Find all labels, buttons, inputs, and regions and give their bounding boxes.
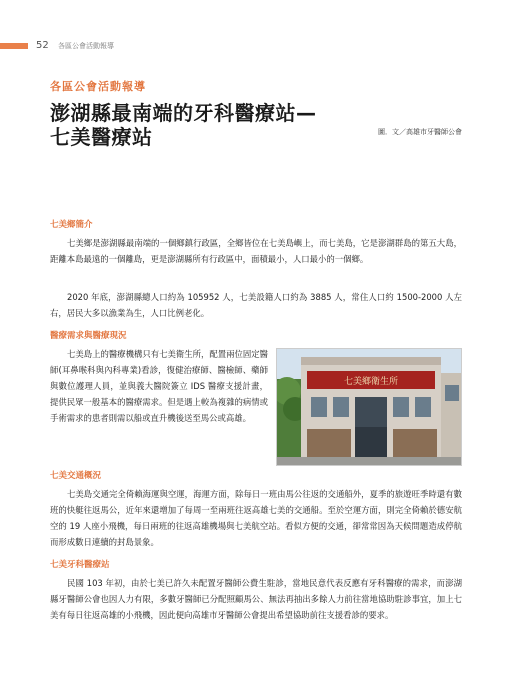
section-heading-transport: 七美交通概況 bbox=[50, 471, 102, 481]
paragraph-town-intro-2: 2020 年底，澎湖縣總人口約為 105952 人，七美設籍人口約為 3885 人，常住人口約 1500-2000 人左右，居民大多以漁業為生，人口比例老化。 bbox=[50, 292, 462, 318]
paragraph-medical: 七美島上的醫療機構只有七美衛生所，配置兩位固定醫師(耳鼻喉科與內科專業)看診，復健治療師、醫檢師、藥師與數位護理人員，並與義大醫院簽立 IDS 醫療支援計畫，提供民眾一般基本的醫療需求。但是遇上較為複雜的病情或手術需求的患者則需以船或直升機後送至馬公或高雄。 bbox=[50, 349, 268, 423]
page-number: 52 bbox=[36, 40, 49, 51]
clinic-photo bbox=[276, 348, 462, 466]
paragraph-transport: 七美島交通完全倚賴海運與空運，海運方面，除每日一班由馬公往返的交通船外，夏季的旅遊旺季時還有數班的快艇往返馬公，近年來還增加了每周一至兩班往返高雄七美的交通船。至於空運方面，則完全倚賴於德安航空的 19 人座小飛機，每日兩班的往返高雄機場與七美航空站。看似方便的交通，卻常常因為天候問題造成停航而形成數日連續的封島景象。 bbox=[50, 489, 462, 547]
section-heading-dental-station: 七美牙科醫療站 bbox=[50, 560, 110, 570]
running-title: 各區公會活動報導 bbox=[58, 42, 114, 50]
article-title-line1: 澎湖縣最南端的牙科醫療站— bbox=[50, 101, 317, 125]
section-heading-medical: 醫療需求與醫療現況 bbox=[50, 331, 127, 341]
page-header bbox=[0, 38, 512, 54]
section-heading-town-intro: 七美鄉簡介 bbox=[50, 220, 93, 230]
byline: 圖．文／高雄市牙醫師公會 bbox=[378, 128, 462, 136]
section-label: 各區公會活動報導 bbox=[50, 80, 146, 93]
article-title-line2: 七美醫療站 bbox=[50, 125, 153, 149]
header-accent-bar bbox=[0, 43, 28, 49]
clinic-building-illustration bbox=[277, 349, 462, 466]
paragraph-town-intro-1: 七美鄉是澎湖縣最南端的一個鄉鎮行政區，全鄉皆位在七美島嶼上，而七美島，它是澎湖群島的第五大島，距離本島最遠的一個離島，更是澎湖縣所有行政區中，面積最小，人口最小的一個鄉。 bbox=[50, 238, 462, 264]
clinic-sign-text: 七美鄉衛生所 bbox=[343, 377, 399, 387]
paragraph-dental-station: 民國 103 年初，由於七美已許久未配置牙醫師公費生駐診，當地民意代表反應有牙科醫療的需求，而澎湖縣牙醫師公會也因人力有限，多數牙醫師已分配照顧馬公、無法再抽出多餘人力前往當地協助駐診事宜，加上七美有每日往返高雄的小飛機，因此便向高雄市牙醫師公會提出希望協助前往支援看診的要求。 bbox=[50, 578, 462, 620]
